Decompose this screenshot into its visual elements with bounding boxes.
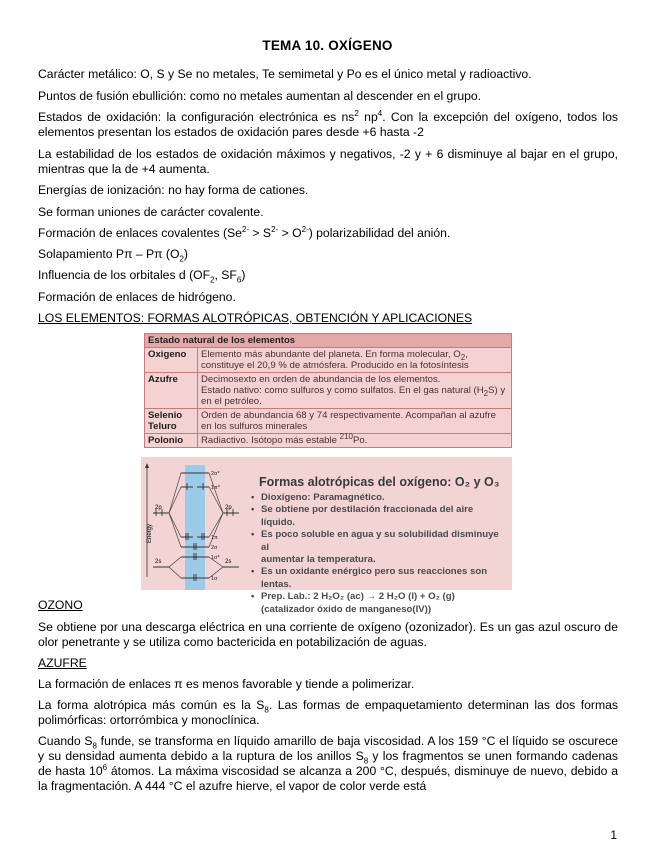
list-item: • Prep. Lab.: 2 H₂O₂ (ac) → 2 H₂O (l) + O₂ (g) (catalizador óxido de manganeso(IV)) — [250, 591, 508, 616]
table-value-sulfur: Decimosexto en orden de abundancia de los elementos. Estado nativo: como sulfuros y como sulfatos. En el gas natural $(H_2S)$ y en el petróleo. — [198, 373, 512, 409]
mo-highlight-band — [185, 465, 205, 590]
mo-label-1sigma: 1σ — [211, 576, 218, 582]
paragraph-pi-overlap: Solapamiento Pπ – Pπ $(O_2)$ — [38, 247, 188, 264]
page-number: 1 — [610, 828, 617, 842]
mo-label-2sigma-star: 2σ* — [211, 471, 220, 477]
table-key-oxygen: Oxigeno — [145, 348, 198, 373]
mo-label-1pi: 1π — [211, 535, 218, 541]
ao-2p-right-label: 2p — [225, 505, 232, 511]
table-header: Estado natural de los elementos — [145, 334, 512, 348]
section-heading-ozone: OZONO — [38, 598, 83, 612]
mo-label-1pi-star: 1π* — [211, 485, 220, 491]
natural-state-table — [144, 333, 512, 448]
paragraph-sulfur-melting: Cuando $S_8$ funde, se transforma en líquido amarillo de baja viscosidad. A los 159 °C el líquido se oscurece y su densidad aumenta debido a la ruptura de los anillos $S_8$ y los fragmentos se unen formando cadenas de hasta $10^6$ átomos. La máxima viscosidad se alcanza a 200 °C, después, disminuye de nuevo, debido a la fragmentación. A 444 °C el azufre hierve, el vapor de color verde está — [38, 734, 618, 793]
list-item: • Es un oxidante enérgico pero sus reacciones son lentas. — [250, 566, 508, 591]
section-heading-sulfur: AZUFRE — [38, 656, 87, 670]
section-heading-elements: LOS ELEMENTOS: FORMAS ALOTRÓPICAS, OBTENCIÓN Y APLICACIONES — [38, 311, 473, 325]
paragraph-polarizability: Formación de enlaces covalentes $(Se^{2-} > S^{2-} > O^{2-})$ polarizabilidad del anión. — [38, 224, 451, 240]
paragraph-metallic-character: Carácter metálico: O, S y Se no metales, Te semimetal y Po es el único metal y radioactivo. — [38, 67, 532, 81]
table-value-polonium: Radiactivo. Isótopo más estable $^{210}$Po. — [198, 434, 512, 448]
list-item: • Se obtiene por destilación fraccionada del aire líquido. — [250, 504, 508, 529]
figure-title: Formas alotrópicas del oxígeno: O₂ y O₃ — [259, 475, 500, 489]
mo-diagram — [141, 457, 251, 590]
paragraph-ionization: Energías de ionización: no hay forma de cationes. — [38, 183, 309, 197]
table-key-polonium: Polonio — [145, 434, 198, 448]
table-key-selenium-tellurium: Selenio Teluro — [145, 409, 198, 434]
paragraph-d-orbitals: Influencia de los orbitales d ($OF_2$, $SF_6$) — [38, 268, 246, 285]
energy-axis-label: Energy — [147, 523, 153, 543]
table-value-oxygen: Elemento más abundante del planeta. En forma molecular, $O_2$, constituye el 20,9 % de atmósfera. Producido en la fotosíntesis — [198, 348, 512, 373]
table-row — [145, 348, 512, 373]
list-item: • Es poco soluble en agua y su solubilidad disminuye al aumentar la temperatura. — [250, 529, 508, 566]
table-row — [145, 434, 512, 448]
list-item: • Dioxígeno: Paramagnético. — [250, 492, 508, 504]
oxygen-allotropes-figure — [141, 457, 512, 615]
energy-axis-arrow — [145, 463, 149, 468]
table-value-selenium-tellurium: Orden de abundancia 68 y 74 respectivamente. Acompañan al azufre en los sulfuros minerales — [198, 409, 512, 434]
ao-2p-left-label: 2p — [155, 505, 162, 511]
table-row — [145, 373, 512, 409]
paragraph-hydrogen-bonds: Formación de enlaces de hidrógeno. — [38, 290, 236, 304]
ao-2s-right-label: 2s — [225, 559, 232, 565]
paragraph-sulfur-allotropes: La forma alotrópica más común es la $S_8$. Las formas de empaquetamiento determinan las dos formas polimórficas: ortorrómbica y monoclínica. — [38, 698, 618, 727]
paragraph-covalent-bonds: Se forman uniones de carácter covalente. — [38, 205, 264, 219]
paragraph-ozone: Se obtiene por una descarga eléctrica en una corriente de oxígeno (ozonizador). Es un gas azul oscuro de olor penetrante y se utiliza como bactericida en potabilización de aguas. — [38, 620, 618, 649]
paragraph-stability: La estabilidad de los estados de oxidación máximos y negativos, -2 y + 6 disminuye al bajar en el grupo, mientras que la de +4 aumenta. — [38, 147, 618, 176]
paragraph-sulfur-pi-bonds: La formación de enlaces π es menos favorable y tiende a polimerizar. — [38, 677, 415, 691]
paragraph-oxidation-states: Estados de oxidación: la configuración electrónica es $ns^2$ $np^4$. Con la excepción del oxígeno, todos los elementos presentan los estados de oxidación pares desde +6 hasta -2 — [38, 108, 618, 139]
table-row — [145, 409, 512, 434]
ao-2s-left-label: 2s — [155, 559, 162, 565]
mo-label-2sigma: 2σ — [211, 545, 218, 551]
mo-label-1sigma-star: 1σ* — [211, 555, 220, 561]
paragraph-melting-points: Puntos de fusión ebullición: como no metales aumentan al descender en el grupo. — [38, 89, 482, 103]
table-key-sulfur: Azufre — [145, 373, 198, 409]
page-title: TEMA 10. OXÍGENO — [262, 38, 393, 53]
